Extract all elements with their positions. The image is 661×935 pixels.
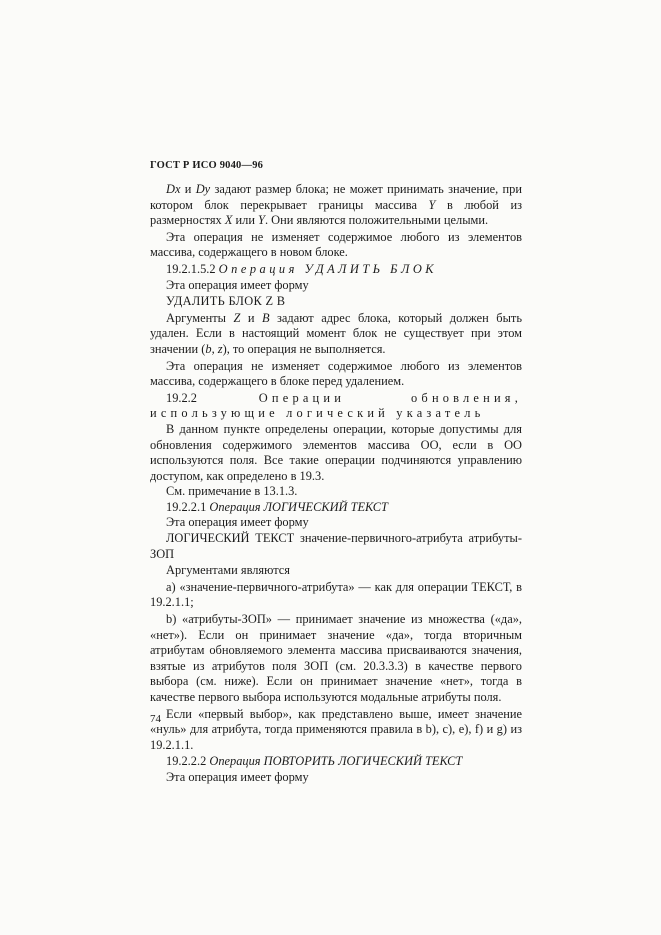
paragraph: Если «первый выбор», как представлено выше, имеет значение «нуль» для атрибута, тогда применяются правила в b), c), e), f) и g) из 19.2.1.1. xyxy=(150,706,522,752)
paragraph: Dx и Dy задают размер блока; не может принимать значение, при котором блок перекрывает границы массива Y в любой из размерностях X или Y. Они являются положительными целыми. xyxy=(150,182,523,228)
body-text xyxy=(150,182,522,786)
paragraph: Эта операция не изменяет содержимое любого из элементов массива, содержащего в новом блоке. xyxy=(150,229,522,260)
paragraph: Эта операция имеет форму xyxy=(166,769,309,784)
paragraph: Аргументы Z и B задают адрес блока, который должен быть удален. Если в настоящий момент блок не существует при этом значении (b, z), то операция не выполняется. xyxy=(150,310,522,356)
paragraph: Эта операция имеет форму xyxy=(166,515,309,530)
section-heading: 19.2.2.1 Операция ЛОГИЧЕСКИЙ ТЕКСТ xyxy=(166,499,388,514)
section-heading: 19.2.2 Операции обновления, использующие логический указатель xyxy=(150,390,522,421)
paragraph: Эта операция не изменяет содержимое любого из элементов массива, содержащего в блоке перед удалением. xyxy=(150,358,522,389)
list-item: a) «значение-первичного-атрибута» — как для операции ТЕКСТ, в 19.2.1.1; xyxy=(150,579,522,610)
section-heading: 19.2.2.2 Операция ПОВТОРИТЬ ЛОГИЧЕСКИЙ ТЕКСТ xyxy=(166,754,463,769)
operation-form: ЛОГИЧЕСКИЙ ТЕКСТ значение-первичного-атрибута атрибуты-ЗОП xyxy=(150,531,522,561)
section-heading: 19.2.1.5.2 Операция УДАЛИТЬ БЛОК xyxy=(166,261,438,276)
paragraph: Аргументами являются xyxy=(166,563,290,578)
list-item: b) «атрибуты-ЗОП» — принимает значение из множества («да», «нет»). Если он принимает значение «да», тогда вторичным атрибутам обновляемого элемента массива присваиваются значения, взятые из атрибутов поля ЗОП (см. 20.3.3.3) в качестве первого выбора (см. ниже). Если он принимает значение «нет», тогда в качестве первого выбора используются модальные атрибуты поля. xyxy=(150,612,522,704)
paragraph: В данном пункте определены операции, которые допустимы для обновления содержимого элементов массива ОО, если в ОО используются поля. Все такие операции подчиняются управлению доступом, как определено в 19.3. xyxy=(150,421,522,483)
page-number: 74 xyxy=(150,713,161,725)
paragraph: Эта операция имеет форму xyxy=(166,277,309,292)
page-header: ГОСТ Р ИСО 9040—96 xyxy=(150,160,264,171)
operation-form: УДАЛИТЬ БЛОК Z B xyxy=(166,294,286,309)
paragraph: См. примечание в 13.1.3. xyxy=(166,484,298,499)
